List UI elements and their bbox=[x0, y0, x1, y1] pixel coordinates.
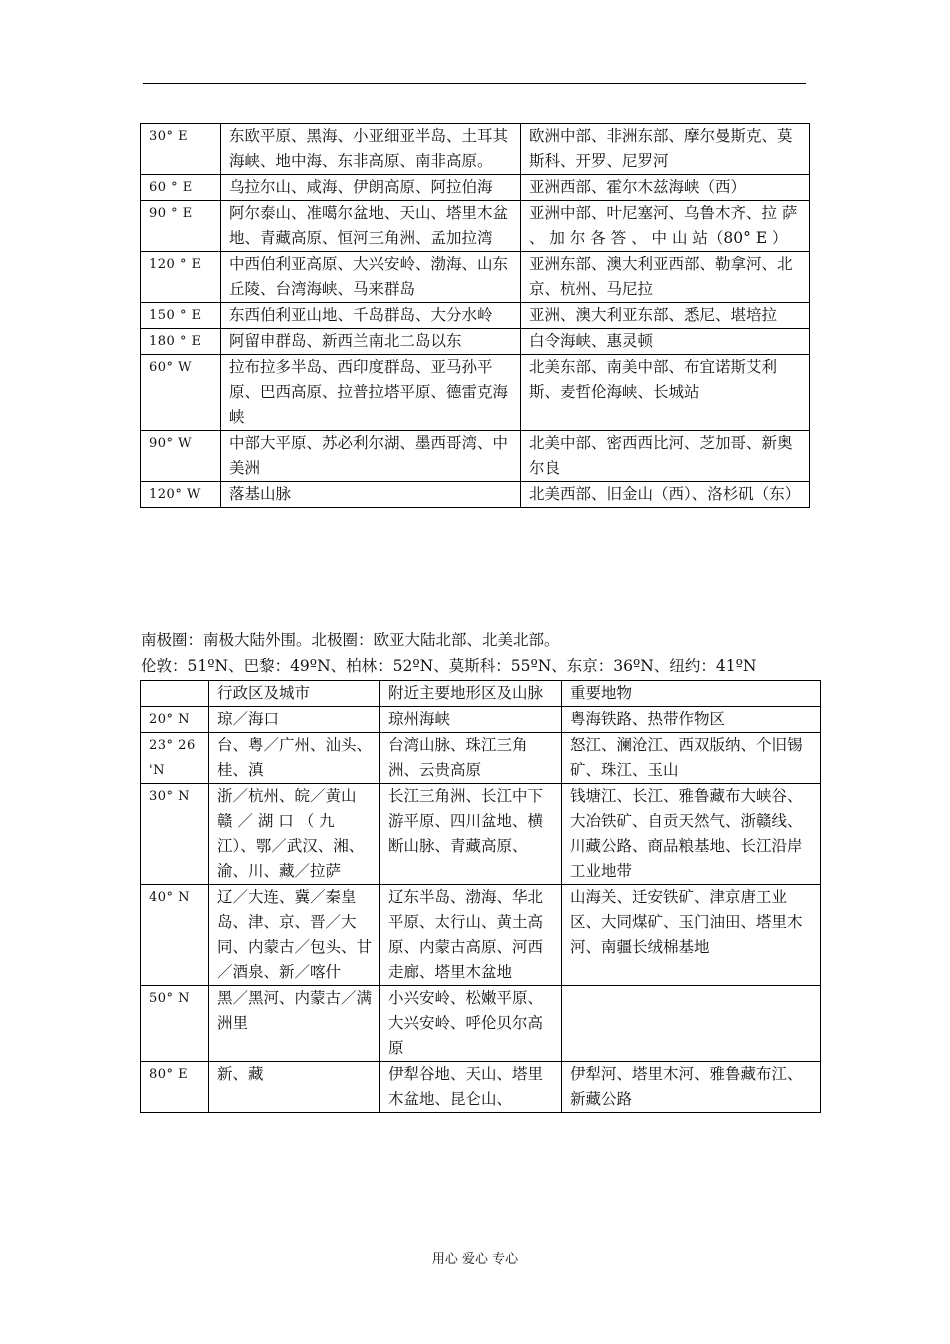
features-cell: 东西伯利亚山地、千岛群岛、大分水岭 bbox=[221, 303, 521, 329]
header-rule bbox=[143, 83, 806, 84]
features-cell: 阿留申群岛、新西兰南北二岛以东 bbox=[221, 329, 521, 355]
admin-cell: 浙／杭州、皖／黄山 赣 ／ 湖 口 （ 九 江）、鄂／武汉、湘、渝、川、藏／拉萨 bbox=[209, 784, 380, 885]
header-cell: 附近主要地形区及山脉 bbox=[380, 681, 562, 707]
longitude-cell: 120° W bbox=[141, 482, 221, 508]
terrain-cell: 小兴安岭、松嫩平原、大兴安岭、呼伦贝尔高原 bbox=[380, 986, 562, 1062]
landmarks-cell: 粤海铁路、热带作物区 bbox=[562, 707, 821, 733]
longitude-cell: 60° W bbox=[141, 355, 221, 431]
longitude-cell: 90 ° E bbox=[141, 201, 221, 252]
places-cell: 亚洲西部、霍尔木兹海峡（西） bbox=[521, 175, 810, 201]
table-row bbox=[141, 355, 810, 431]
table-header-row bbox=[141, 681, 821, 707]
places-cell: 亚洲、澳大利亚东部、悉尼、堪培拉 bbox=[521, 303, 810, 329]
latitude-cell: 40° N bbox=[141, 885, 209, 986]
latitude-cell: 50° N bbox=[141, 986, 209, 1062]
landmarks-cell: 伊犁河、塔里木河、雅鲁藏布江、新藏公路 bbox=[562, 1062, 821, 1113]
table-row bbox=[141, 986, 821, 1062]
latitude-cell: 20° N bbox=[141, 707, 209, 733]
terrain-cell: 伊犁谷地、天山、塔里木盆地、昆仑山、 bbox=[380, 1062, 562, 1113]
places-cell: 北美西部、旧金山（西）、洛杉矶（东） bbox=[521, 482, 810, 508]
table-row bbox=[141, 252, 810, 303]
header-cell: 重要地物 bbox=[562, 681, 821, 707]
features-cell: 拉布拉多半岛、西印度群岛、亚马孙平原、巴西高原、拉普拉塔平原、德雷克海峡 bbox=[221, 355, 521, 431]
city-latitude-note: 伦敦：51ºN、巴黎：49ºN、柏林：52ºN、莫斯科：55ºN、东京：36ºN、纽约：41ºN bbox=[141, 657, 757, 675]
longitude-cell: 150 ° E bbox=[141, 303, 221, 329]
longitude-cell: 30° E bbox=[141, 124, 221, 175]
features-cell: 东欧平原、黑海、小亚细亚半岛、土耳其海峡、地中海、东非高原、南非高原。 bbox=[221, 124, 521, 175]
places-cell: 亚洲东部、澳大利亚西部、勒拿河、北京、杭州、马尼拉 bbox=[521, 252, 810, 303]
china-latitude-table bbox=[140, 680, 821, 1113]
meridian-table bbox=[140, 123, 810, 508]
latitude-cell: 23° 26 'N bbox=[141, 733, 209, 784]
places-cell: 欧洲中部、非洲东部、摩尔曼斯克、莫斯科、开罗、尼罗河 bbox=[521, 124, 810, 175]
table-row bbox=[141, 303, 810, 329]
polar-circle-note: 南极圈：南极大陆外围。北极圈：欧亚大陆北部、北美北部。 bbox=[141, 631, 560, 649]
features-cell: 中部大平原、苏必利尔湖、墨西哥湾、中美洲 bbox=[221, 431, 521, 482]
places-cell: 亚洲中部、叶尼塞河、乌鲁木齐、拉 萨 、 加 尔 各 答 、 中 山 站（80° E ） bbox=[521, 201, 810, 252]
features-cell: 落基山脉 bbox=[221, 482, 521, 508]
table-row bbox=[141, 1062, 821, 1113]
longitude-cell: 180 ° E bbox=[141, 329, 221, 355]
table-row bbox=[141, 124, 810, 175]
terrain-cell: 长江三角洲、长江中下游平原、四川盆地、横断山脉、青藏高原、 bbox=[380, 784, 562, 885]
longitude-cell: 60 ° E bbox=[141, 175, 221, 201]
terrain-cell: 琼州海峡 bbox=[380, 707, 562, 733]
admin-cell: 辽／大连、冀／秦皇岛、津、京、晋／大同、内蒙古／包头、甘／酒泉、新／喀什 bbox=[209, 885, 380, 986]
terrain-cell: 辽东半岛、渤海、华北平原、太行山、黄土高原、内蒙古高原、河西走廊、塔里木盆地 bbox=[380, 885, 562, 986]
terrain-cell: 台湾山脉、珠江三角洲、云贵高原 bbox=[380, 733, 562, 784]
table-row bbox=[141, 482, 810, 508]
landmarks-cell bbox=[562, 986, 821, 1062]
features-cell: 乌拉尔山、咸海、伊朗高原、阿拉伯海 bbox=[221, 175, 521, 201]
landmarks-cell: 山海关、迁安铁矿、津京唐工业区、大同煤矿、玉门油田、塔里木河、南疆长绒棉基地 bbox=[562, 885, 821, 986]
longitude-cell: 90° W bbox=[141, 431, 221, 482]
page-footer: 用心 爱心 专心 bbox=[431, 1252, 519, 1267]
table-row bbox=[141, 201, 810, 252]
table-row bbox=[141, 784, 821, 885]
admin-cell: 台、粤／广州、汕头、桂、滇 bbox=[209, 733, 380, 784]
places-cell: 白令海峡、惠灵顿 bbox=[521, 329, 810, 355]
table-row bbox=[141, 707, 821, 733]
places-cell: 北美中部、密西西比河、芝加哥、新奥尔良 bbox=[521, 431, 810, 482]
table-row bbox=[141, 885, 821, 986]
places-cell: 北美东部、南美中部、布宜诺斯艾利斯、麦哲伦海峡、长城站 bbox=[521, 355, 810, 431]
admin-cell: 琼／海口 bbox=[209, 707, 380, 733]
header-cell bbox=[141, 681, 209, 707]
landmarks-cell: 怒江、澜沧江、西双版纳、个旧锡矿、珠江、玉山 bbox=[562, 733, 821, 784]
landmarks-cell: 钱塘江、长江、雅鲁藏布大峡谷、大冶铁矿、自贡天然气、浙赣线、川藏公路、商品粮基地、长江沿岸工业地带 bbox=[562, 784, 821, 885]
table-row bbox=[141, 329, 810, 355]
features-cell: 阿尔泰山、准噶尔盆地、天山、塔里木盆地、青藏高原、恒河三角洲、孟加拉湾 bbox=[221, 201, 521, 252]
latitude-cell: 30° N bbox=[141, 784, 209, 885]
latitude-cell: 80° E bbox=[141, 1062, 209, 1113]
table-row bbox=[141, 431, 810, 482]
header-cell: 行政区及城市 bbox=[209, 681, 380, 707]
longitude-cell: 120 ° E bbox=[141, 252, 221, 303]
table-row bbox=[141, 175, 810, 201]
features-cell: 中西伯利亚高原、大兴安岭、渤海、山东丘陵、台湾海峡、马来群岛 bbox=[221, 252, 521, 303]
admin-cell: 新、藏 bbox=[209, 1062, 380, 1113]
table-row bbox=[141, 733, 821, 784]
admin-cell: 黑／黑河、内蒙古／满洲里 bbox=[209, 986, 380, 1062]
